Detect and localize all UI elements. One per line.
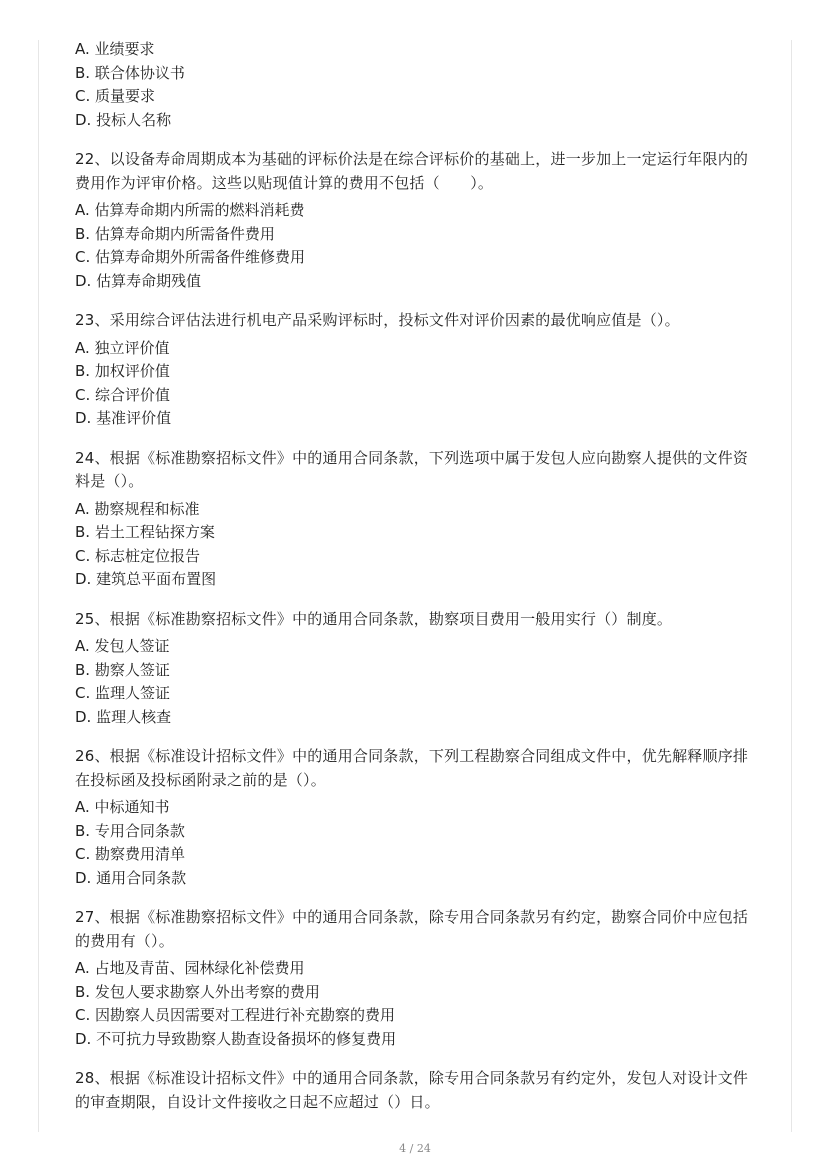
option-a: A. 估算寿命期内所需的燃料消耗费 — [75, 201, 305, 219]
option-b: B. 岩土工程钻探方案 — [75, 523, 215, 541]
question-28 — [75, 1067, 757, 1114]
question-stem: 25、根据《标准勘察招标文件》中的通用合同条款，勘察项目费用一般用实行（）制度。 — [75, 609, 673, 628]
option-d: D. 基准评价值 — [75, 409, 172, 427]
option-b: B. 加权评价值 — [75, 362, 170, 380]
option-d: D. 通用合同条款 — [75, 868, 187, 887]
question-23 — [75, 309, 757, 431]
option-c: C. 监理人签证 — [75, 684, 171, 702]
option-d: D. 监理人核查 — [75, 707, 172, 726]
option-a: A. 中标通知书 — [75, 798, 170, 816]
question-27 — [75, 906, 757, 1051]
option-c: C. 因勘察人员因需要对工程进行补充勘察的费用 — [75, 1006, 396, 1024]
option-c: C. 质量要求 — [75, 87, 156, 105]
question-stem: 23、采用综合评估法进行机电产品采购评标时，投标文件对评价因素的最优响应值是（）。 — [75, 311, 680, 329]
option-c: C. 综合评价值 — [75, 385, 171, 404]
question-stem: 28、根据《标准设计招标文件》中的通用合同条款，除专用合同条款另有约定外，发包人对设计文件的审查期限，自设计文件接收之日起不应超过（）日。 — [75, 1069, 749, 1111]
page-number: 4 / 24 — [399, 1142, 431, 1155]
option-b: B. 联合体协议书 — [75, 63, 185, 82]
option-d: D. 建筑总平面布置图 — [75, 570, 217, 588]
question-25 — [75, 608, 757, 730]
question-22 — [75, 148, 757, 293]
option-c: C. 估算寿命期外所需备件维修费用 — [75, 248, 306, 266]
option-b: B. 估算寿命期内所需备件费用 — [75, 224, 275, 243]
prev-question-options — [75, 38, 757, 132]
question-stem: 27、根据《标准勘察招标文件》中的通用合同条款，除专用合同条款另有约定，勘察合同价中应包括的费用有（）。 — [75, 908, 749, 950]
option-c: C. 标志桩定位报告 — [75, 546, 201, 565]
question-stem: 26、根据《标准设计招标文件》中的通用合同条款，下列工程勘察合同组成文件中，优先解释顺序排在投标函及投标函附录之前的是（）。 — [75, 747, 749, 789]
option-a: A. 发包人签证 — [75, 637, 170, 655]
option-a: A. 独立评价值 — [75, 338, 170, 357]
option-a: A. 占地及青苗、园林绿化补偿费用 — [75, 959, 305, 977]
option-b: B. 勘察人签证 — [75, 660, 170, 679]
question-24 — [75, 447, 757, 592]
option-a: A. 勘察规程和标准 — [75, 499, 200, 518]
document-content — [75, 38, 757, 1118]
option-b: B. 专用合同条款 — [75, 821, 185, 840]
question-stem: 24、根据《标准勘察招标文件》中的通用合同条款，下列选项中属于发包人应向勘察人提供的文件资料是（）。 — [75, 448, 749, 490]
option-a: A. 业绩要求 — [75, 40, 155, 58]
option-d: D. 不可抗力导致勘察人勘查设备损坏的修复费用 — [75, 1029, 397, 1048]
option-d: D. 投标人名称 — [75, 110, 172, 129]
option-d: D. 估算寿命期残值 — [75, 271, 202, 290]
question-stem: 22、以设备寿命周期成本为基础的评标价法是在综合评标价的基础上，进一步加上一定运行年限内的费用作为评审价格。这些以贴现值计算的费用不包括（ ）。 — [75, 150, 749, 192]
option-c: C. 勘察费用清单 — [75, 845, 186, 863]
option-b: B. 发包人要求勘察人外出考察的费用 — [75, 982, 320, 1001]
question-26 — [75, 745, 757, 890]
